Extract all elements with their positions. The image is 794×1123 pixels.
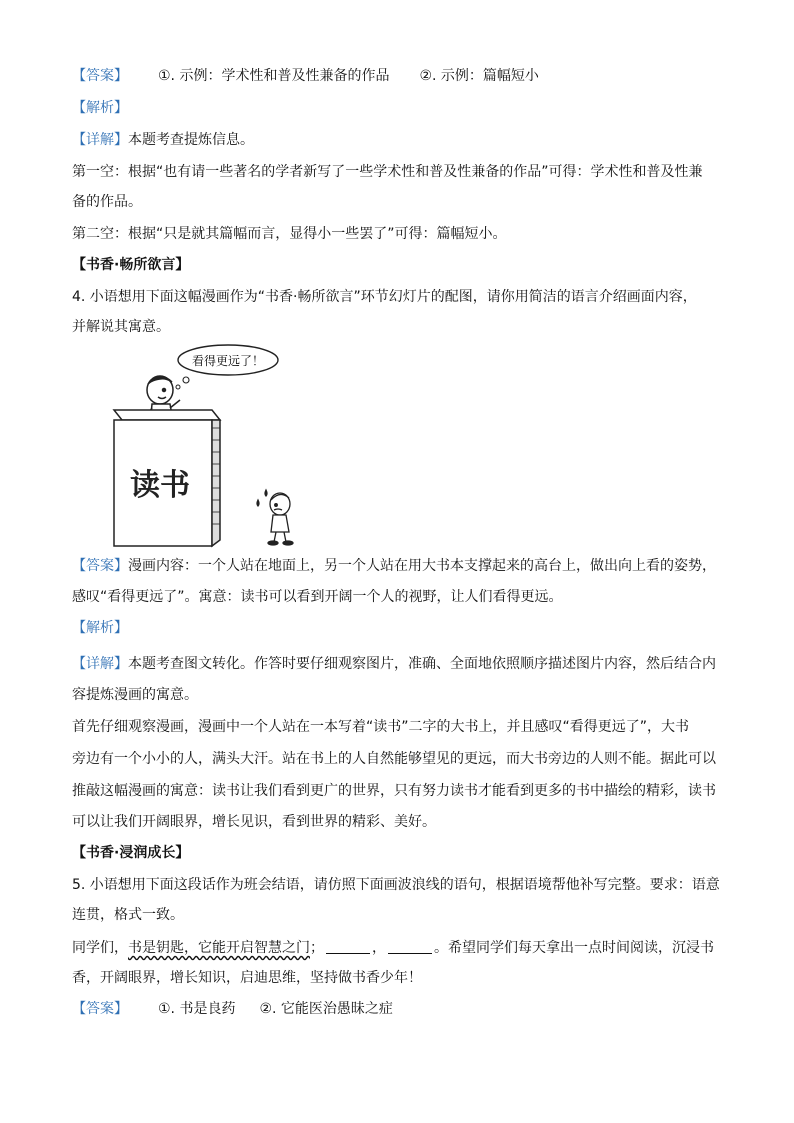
q4-analysis-tag: 【解析】 [72, 620, 128, 636]
answer-tag: 【答案】 [72, 68, 128, 84]
q3-detail-blank2: 第二空：根据“只是就其篇幅而言，显得小一些罢了”可得：篇幅短小。 [72, 226, 507, 242]
small-person [257, 490, 293, 545]
section-title-2: 【书香·浸润成长】 [72, 845, 190, 861]
q4-detail-p2-line1: 首先仔细观察漫画，漫画中一个人站在一本写着“读书”二字的大书上，并且感叹“看得更远了”，大书 [72, 719, 690, 735]
answer-item-1: ①. 示例：学术性和普及性兼备的作品 [158, 68, 390, 84]
q4-detail-line2: 容提炼漫画的寓意。 [72, 687, 198, 703]
q5-stem-line1: 5. 小语想用下面这段话作为班会结语，请仿照下面画波浪线的语句，根据语境帮他补写完整。要求：语意 [72, 877, 720, 893]
detail-tag: 【详解】 [72, 656, 128, 672]
q3-analysis-tag: 【解析】 [72, 100, 128, 116]
q5-paragraph-line2: 香，开阔眼界，增长知识，启迪思维，坚持做书香少年！ [72, 970, 422, 986]
wavy-underlined-sentence: 书是钥匙，它能开启智慧之门 [128, 940, 310, 956]
q4-stem-line1: 4. 小语想用下面这幅漫画作为“书香·畅所欲言”环节幻灯片的配图，请你用简洁的语言介绍画面内容， [72, 289, 697, 305]
q4-detail-line1: 【详解】本题考查图文转化。作答时要仔细观察图片，准确、全面地依照顺序描述图片内容，然后结合内 [72, 656, 716, 672]
q3-detail-intro: 【详解】本题考查提炼信息。 [72, 132, 254, 148]
q3-detail-blank1-line2: 备的作品。 [72, 194, 142, 210]
q4-answer-line1: 【答案】漫画内容：一个人站在地面上，另一个人站在用大书本支撑起来的高台上，做出向上看的姿势， [72, 558, 716, 574]
book-title-text: 读书 [130, 468, 190, 503]
answer-item-1: ①. 书是良药 [158, 1001, 236, 1017]
q3-detail-blank1-line1: 第一空：根据“也有请一些著名的学者新写了一些学术性和普及性兼备的作品”可得：学术性和普及性兼 [72, 164, 703, 180]
answer-item-2: ②. 它能医治愚昧之症 [259, 1001, 393, 1017]
q4-detail-p2-line3: 推敲这幅漫画的寓意：读书让我们看到更广的世界，只有努力读书才能看到更多的书中描绘的精彩，读书 [72, 783, 716, 799]
q4-stem-line2: 并解说其寓意。 [72, 319, 170, 335]
sweat-drop-icon [265, 490, 267, 496]
reading-cartoon [108, 340, 338, 550]
q4-answer-line2: 感叹“看得更远了”。寓意：读书可以看到开阔一个人的视野，让人们看得更远。 [72, 589, 563, 605]
q4-detail-p2-line2: 旁边有一个小小的人，满头大汗。站在书上的人自然能够望见的更远，而大书旁边的人则不能。据此可以 [72, 751, 716, 767]
answer-item-2: ②. 示例：篇幅短小 [419, 68, 539, 84]
answer-tag: 【答案】 [72, 1001, 128, 1017]
sweat-drop-icon [257, 500, 259, 506]
fill-blank-2 [388, 939, 432, 954]
q3-answer-line [72, 66, 539, 86]
q5-paragraph-line1: 同学们，书是钥匙，它能开启智慧之门； ， 。希望同学们每天拿出一点时间阅读，沉浸书 [72, 940, 714, 956]
section-title-1: 【书香·畅所欲言】 [72, 257, 190, 273]
detail-tag: 【详解】 [72, 132, 128, 148]
q5-answer-line [72, 999, 393, 1019]
answer-tag: 【答案】 [72, 558, 128, 574]
q5-stem-line2: 连贯，格式一致。 [72, 907, 184, 923]
q4-detail-p2-line4: 可以让我们开阔眼界，增长见识，看到世界的精彩、美好。 [72, 814, 436, 830]
speech-bubble-text: 看得更远了！ [191, 354, 265, 368]
fill-blank-1 [326, 939, 370, 954]
